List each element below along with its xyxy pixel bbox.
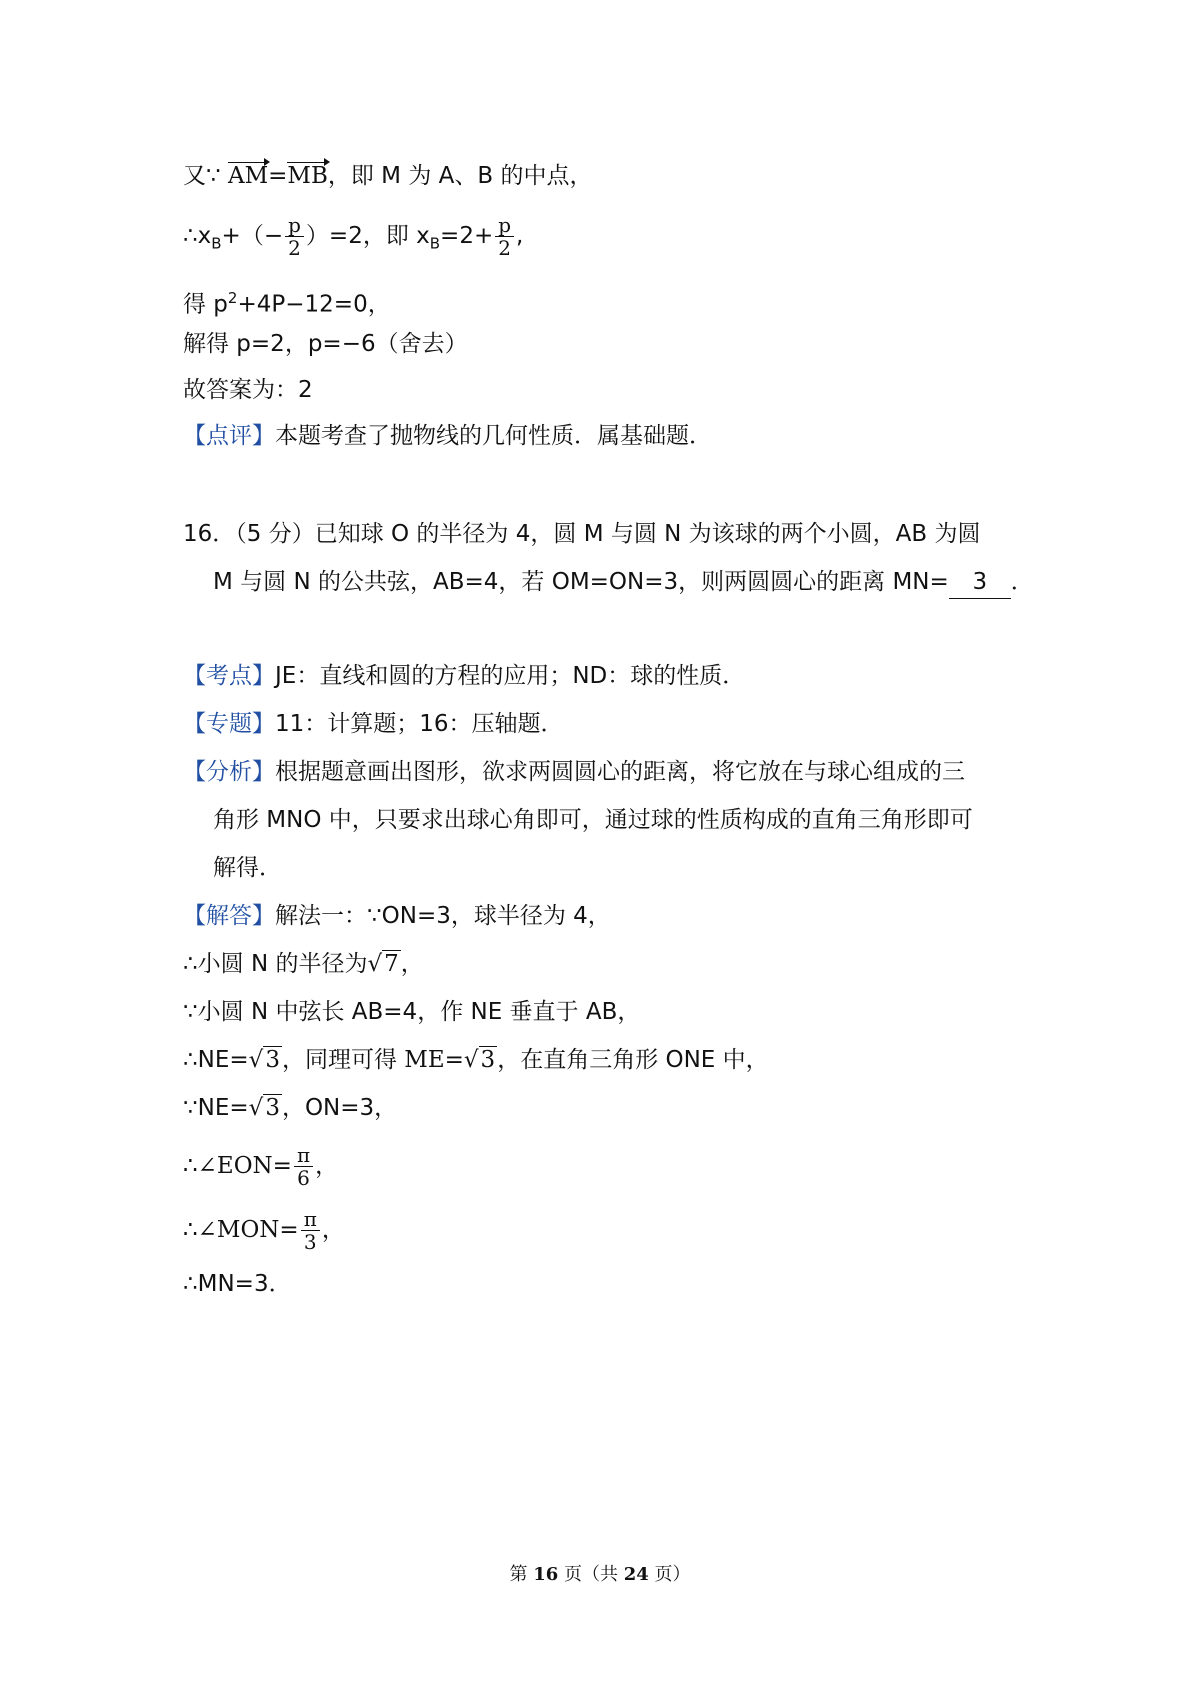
radicand: 3: [265, 1047, 280, 1073]
text: ，: [400, 951, 424, 977]
text: ∴NE=: [183, 1047, 249, 1073]
text: ，ON=3，: [281, 1095, 398, 1121]
fenxi-text: 根据题意画出图形，欲求两圆圆心的距离，将它放在与球心组成的三: [275, 759, 965, 785]
line-fenxi-2: 角形 MNO 中，只要求出球心角即可，通过球的性质构成的直角三角形即可: [213, 807, 973, 833]
numerator: π: [301, 1208, 320, 1231]
text: ，: [315, 1153, 339, 1179]
text: ∵NE=: [183, 1095, 249, 1121]
me-label: ME=: [404, 1047, 464, 1073]
line-solve: [183, 328, 468, 360]
text: ∴∠EON=: [183, 1153, 292, 1179]
kaodian-tag: 【考点】: [183, 663, 275, 689]
text: 12=0，: [304, 291, 391, 318]
line-fenxi-3: 解得．: [213, 855, 282, 881]
text: M 与圆 N 的公共弦，AB=4，若 OM=ON=3，则两圆圆心的距离 MN=: [213, 569, 949, 595]
jieda-text: 解法一：∵ON=3，球半径为 4，: [275, 903, 611, 929]
minus-sign: −: [341, 331, 361, 357]
page-number: 16: [533, 1564, 559, 1585]
line-xb: [183, 214, 523, 260]
page-footer: [0, 1560, 1200, 1586]
sqrt-3: √3: [248, 1095, 280, 1121]
question-16-line2: [213, 566, 1034, 599]
review-text: 本题考查了抛物线的几何性质．属基础题．: [275, 423, 712, 449]
sqrt-3: √3: [248, 1047, 280, 1073]
text: 解得 p=2，p=: [183, 331, 342, 357]
denominator: 6: [297, 1166, 310, 1190]
denominator: 3: [303, 1230, 317, 1254]
radicand: 7: [384, 951, 399, 977]
line-kaodian: [183, 660, 745, 692]
line-fenxi: [183, 756, 965, 788]
text: ．: [1010, 569, 1034, 595]
kaodian-text: JE：直线和圆的方程的应用；ND：球的性质．: [275, 663, 746, 689]
page-total: 24: [623, 1564, 649, 1585]
step-7: ∴MN=3．: [183, 1271, 292, 1297]
fraction-p-over-2: [285, 214, 304, 259]
text: ∴x: [183, 223, 212, 249]
text: ，同理可得: [281, 1047, 405, 1073]
vector-am: AM: [228, 160, 268, 192]
step-2: ∵小圆 N 中弦长 AB=4，作 NE 垂直于 AB，: [183, 999, 641, 1025]
text: =2+: [440, 223, 494, 249]
minus-sign: −: [263, 223, 284, 249]
vector-mb: MB: [287, 160, 327, 192]
question-16-line1: 16．（5 分）已知球 O 的半径为 4，圆 M 与圆 N 为该球的两个小圆，AB 为圆: [183, 521, 981, 547]
step-1: [183, 948, 424, 980]
radicand: 3: [480, 1047, 496, 1073]
text: 页）: [648, 1564, 691, 1585]
line-equation: [183, 282, 391, 321]
step-6: [183, 1208, 345, 1253]
answer-blank: 3: [949, 566, 1011, 599]
line-midpoint: [183, 160, 592, 192]
subscript: B: [211, 234, 222, 253]
minus-sign: −: [285, 291, 305, 318]
line-jieda: [183, 900, 611, 932]
text: ）=2，即 x: [305, 223, 430, 249]
subscript: B: [429, 234, 441, 253]
line-answer: 故答案为：2: [183, 377, 313, 403]
radicand: 3: [265, 1095, 280, 1121]
fraction-pi-over-3: [301, 1208, 320, 1253]
text: 得 p: [183, 291, 228, 318]
numerator: p: [495, 214, 514, 237]
step-3: [183, 1044, 769, 1076]
text: +（: [221, 223, 264, 249]
review-tag: 【点评】: [183, 423, 275, 449]
sqrt-7: √7: [367, 951, 399, 977]
denominator: 2: [288, 236, 301, 260]
step-5: [183, 1144, 338, 1189]
text: 又∵: [183, 163, 221, 189]
zhuanti-tag: 【专题】: [183, 711, 275, 737]
line-zhuanti: [183, 708, 564, 740]
text: 6（舍去）: [360, 331, 468, 357]
numerator: π: [294, 1144, 313, 1167]
text: ∴小圆 N 的半径为: [183, 951, 368, 977]
text: ,: [516, 223, 524, 249]
numerator: p: [285, 214, 304, 237]
text: =: [268, 163, 288, 189]
denominator: 2: [498, 236, 511, 260]
fenxi-tag: 【分析】: [183, 759, 275, 785]
text: ，即 M 为 A、B 的中点，: [327, 163, 593, 189]
text: ∴∠MON=: [183, 1217, 299, 1243]
superscript: 2: [227, 289, 238, 307]
fraction-pi-over-6: [294, 1144, 313, 1189]
text: 第: [509, 1564, 534, 1585]
text: 页（共: [558, 1564, 624, 1585]
fraction-p-over-2: [495, 214, 514, 259]
jieda-tag: 【解答】: [183, 903, 275, 929]
text: ，在直角三角形 ONE 中，: [497, 1047, 769, 1073]
text: +4P: [237, 291, 286, 318]
zhuanti-text: 11：计算题；16：压轴题．: [275, 711, 564, 737]
line-review: [183, 420, 712, 452]
text: ，: [321, 1217, 345, 1243]
step-4: [183, 1092, 397, 1124]
sqrt-3: √3: [463, 1047, 496, 1073]
